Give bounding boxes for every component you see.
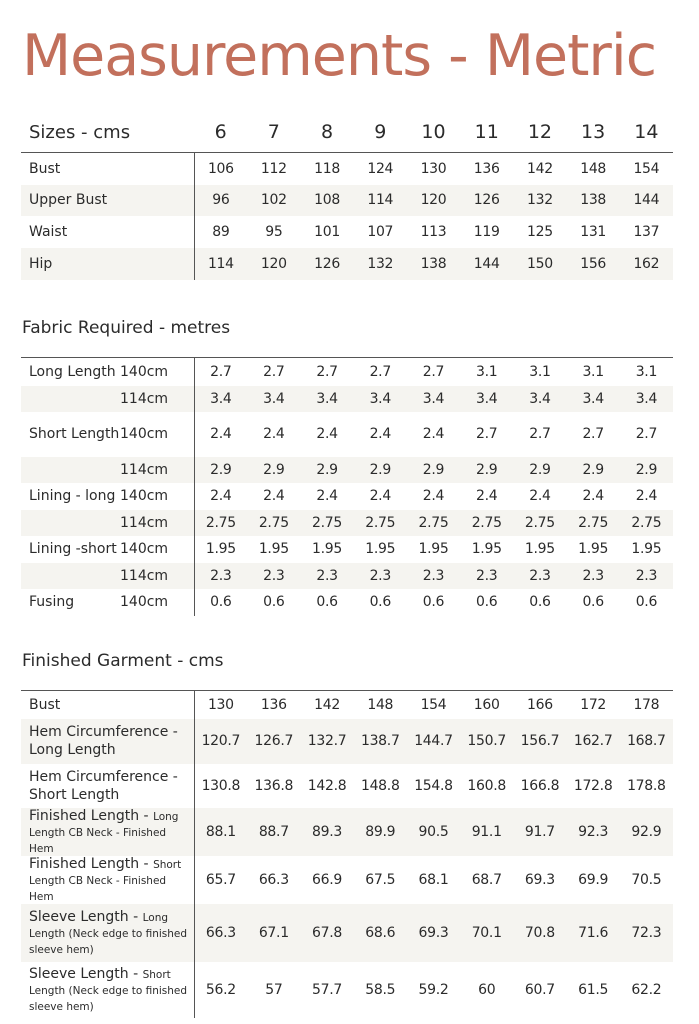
table-cell: 132	[354, 248, 407, 280]
fabric-heading: Fabric Required - metres	[22, 318, 231, 338]
table-row	[21, 808, 673, 856]
row-label: Lining -short	[29, 541, 117, 557]
table-cell: 66.3	[194, 904, 247, 962]
table-cell: 113	[420, 223, 447, 240]
table-cell: 172	[580, 696, 607, 713]
table-cell: 107	[367, 223, 394, 240]
table-cell: 137	[633, 223, 660, 240]
table-cell: 162	[620, 248, 673, 280]
table-cell: 68.6	[354, 904, 407, 962]
table-cell: 114	[194, 248, 247, 280]
table-cell: 142	[527, 160, 553, 177]
table-cell: 2.75	[460, 510, 513, 536]
table-cell: 148	[580, 160, 607, 177]
table-cell: 2.4	[529, 488, 551, 504]
table-row	[21, 386, 673, 412]
fabric-table	[21, 357, 673, 616]
row-label-text: Finished Length -	[29, 855, 149, 872]
table-cell: 144.7	[407, 719, 460, 764]
table-cell: 154.8	[414, 777, 453, 794]
table-cell: 2.3	[460, 563, 513, 589]
table-cell: 70.8	[513, 904, 566, 962]
table-cell: 132	[513, 185, 566, 216]
table-cell: 2.75	[247, 510, 300, 536]
table-cell: 150	[513, 248, 566, 280]
table-cell: 130	[420, 160, 447, 177]
row-label: Upper Bust	[21, 185, 194, 216]
table-cell: 2.4	[369, 426, 391, 442]
row-label-note: Long Length CB Neck - Finished Hem	[29, 810, 179, 855]
row-label-text: Sleeve Length -	[29, 965, 139, 982]
table-cell: 166.8	[520, 777, 560, 794]
table-cell: 2.7	[369, 363, 391, 380]
table-cell: 91.7	[513, 808, 566, 856]
row-label-note: Long Length (Neck edge to finished sleeve hem)	[29, 911, 188, 956]
table-cell: 142	[314, 696, 340, 713]
table-cell: 3.4	[407, 386, 460, 412]
table-cell: 0.6	[263, 594, 285, 610]
table-cell: 2.3	[194, 563, 247, 589]
table-cell: 178	[633, 696, 660, 713]
table-cell: 148.8	[360, 777, 400, 794]
row-label	[21, 691, 194, 719]
table-cell: 1.95	[471, 541, 502, 557]
table-cell: 2.3	[513, 563, 566, 589]
row-label: Waist	[21, 216, 194, 248]
table-cell: 136	[260, 696, 287, 713]
row-label: Hip	[21, 248, 194, 280]
table-cell: 2.4	[316, 426, 338, 442]
table-row	[21, 563, 673, 589]
table-cell: 166	[527, 696, 553, 713]
table-cell: 2.4	[210, 488, 232, 504]
table-row	[21, 764, 673, 808]
size-header: 10	[421, 121, 446, 143]
table-cell: 2.3	[407, 563, 460, 589]
table-row	[21, 248, 673, 280]
table-cell: 118	[314, 160, 340, 177]
table-cell: 61.5	[578, 981, 609, 998]
table-cell: 2.4	[582, 488, 604, 504]
table-cell: 3.4	[620, 386, 673, 412]
table-cell: 69.9	[578, 871, 609, 888]
size-header: 11	[474, 121, 499, 143]
table-row	[21, 536, 673, 563]
table-row	[21, 856, 673, 904]
table-cell: 3.1	[529, 363, 551, 380]
table-cell: 3.4	[247, 386, 300, 412]
sizes-header: Sizes - cms	[29, 121, 131, 143]
row-label	[21, 962, 194, 1018]
table-cell: 1.95	[205, 541, 236, 557]
table-cell: 126.7	[247, 719, 300, 764]
size-header: 6	[214, 121, 227, 143]
table-cell: 2.9	[194, 457, 247, 483]
table-cell: 130.8	[201, 777, 241, 794]
table-cell: 56.2	[205, 981, 236, 998]
table-cell: 2.75	[620, 510, 673, 536]
table-cell: 126	[300, 248, 353, 280]
table-cell: 136	[473, 160, 500, 177]
table-cell: 3.1	[635, 363, 658, 380]
fabric-width: 114cm	[120, 510, 194, 536]
table-cell: 120	[407, 185, 460, 216]
table-cell: 2.3	[567, 563, 620, 589]
table-row	[21, 719, 673, 764]
table-cell: 0.6	[529, 594, 551, 610]
table-cell: 0.6	[635, 594, 658, 610]
table-cell: 66.9	[312, 871, 343, 888]
table-cell: 102	[247, 185, 300, 216]
table-cell: 142.8	[307, 777, 347, 794]
table-cell: 3.4	[460, 386, 513, 412]
table-cell: 160	[473, 696, 500, 713]
table-cell: 2.9	[407, 457, 460, 483]
table-cell: 2.4	[476, 488, 498, 504]
table-cell: 2.7	[263, 363, 285, 380]
table-cell: 59.2	[418, 981, 449, 998]
table-cell: 90.5	[407, 808, 460, 856]
table-cell: 2.75	[194, 510, 247, 536]
table-row	[21, 589, 673, 616]
table-cell: 2.7	[476, 426, 498, 442]
table-cell: 3.4	[354, 386, 407, 412]
table-cell: 92.3	[567, 808, 620, 856]
row-label	[21, 808, 194, 856]
row-label	[21, 904, 194, 962]
table-cell: 124	[367, 160, 394, 177]
fabric-width: 140cm	[120, 536, 194, 563]
table-cell: 2.7	[422, 363, 445, 380]
row-label	[21, 510, 120, 536]
sizes-header-row	[21, 112, 673, 153]
table-cell: 92.9	[620, 808, 673, 856]
fabric-width: 114cm	[120, 386, 194, 412]
table-cell: 156	[567, 248, 620, 280]
table-cell: 168.7	[620, 719, 673, 764]
size-header: 9	[374, 121, 387, 143]
table-cell: 2.4	[263, 488, 285, 504]
table-cell: 138	[407, 248, 460, 280]
table-cell: 2.75	[513, 510, 566, 536]
row-label: Long Length	[29, 363, 116, 380]
table-cell: 0.6	[476, 594, 498, 610]
table-row	[21, 691, 673, 719]
table-cell: 112	[260, 160, 287, 177]
table-cell: 1.95	[365, 541, 396, 557]
row-label	[21, 764, 194, 808]
table-cell: 144	[620, 185, 673, 216]
table-cell: 2.9	[513, 457, 566, 483]
table-cell: 126	[460, 185, 513, 216]
table-cell: 132.7	[300, 719, 353, 764]
table-cell: 2.4	[422, 488, 445, 504]
size-header: 12	[527, 121, 553, 143]
table-cell: 136.8	[254, 777, 294, 794]
table-cell: 144	[460, 248, 513, 280]
page-title: Measurements - Metric	[22, 23, 657, 89]
fabric-width: 140cm	[120, 483, 194, 510]
table-cell: 148	[367, 696, 394, 713]
table-cell: 1.95	[524, 541, 555, 557]
table-cell: 2.7	[529, 426, 551, 442]
table-cell: 2.9	[620, 457, 673, 483]
table-cell: 0.6	[210, 594, 232, 610]
finished-heading: Finished Garment - cms	[22, 651, 224, 671]
size-header: 8	[321, 121, 334, 143]
table-cell: 1.95	[578, 541, 609, 557]
table-cell: 3.4	[194, 386, 247, 412]
table-cell: 125	[527, 223, 553, 240]
table-cell: 2.4	[263, 426, 285, 442]
table-cell: 89.9	[354, 808, 407, 856]
table-cell: 2.4	[422, 426, 445, 442]
table-cell: 131	[580, 223, 607, 240]
table-cell: 88.7	[247, 808, 300, 856]
table-cell: 72.3	[620, 904, 673, 962]
row-label: Lining - long	[29, 488, 116, 504]
table-cell: 120	[247, 248, 300, 280]
table-cell: 65.7	[205, 871, 236, 888]
table-cell: 58.5	[365, 981, 396, 998]
table-cell: 2.9	[567, 457, 620, 483]
size-header: 13	[581, 121, 606, 143]
table-cell: 3.1	[476, 363, 498, 380]
table-cell: 60.7	[524, 981, 555, 998]
table-row	[21, 962, 673, 1018]
row-label	[21, 719, 194, 764]
table-cell: 68.1	[418, 871, 449, 888]
row-label	[21, 457, 120, 483]
table-cell: 154	[633, 160, 660, 177]
table-cell: 120.7	[194, 719, 247, 764]
row-label-text: Hem Circumference - Long Length	[29, 724, 178, 758]
table-cell: 2.9	[354, 457, 407, 483]
size-header: 7	[267, 121, 280, 143]
fabric-width: 140cm	[120, 589, 194, 616]
table-cell: 67.1	[247, 904, 300, 962]
table-cell: 160.8	[467, 777, 506, 794]
table-cell: 2.75	[407, 510, 460, 536]
table-row	[21, 358, 673, 386]
finished-table	[21, 690, 673, 1018]
table-cell: 69.3	[524, 871, 555, 888]
row-label-text: Bust	[29, 696, 61, 713]
table-cell: 0.6	[582, 594, 604, 610]
table-cell: 91.1	[460, 808, 513, 856]
table-cell: 57	[265, 981, 283, 998]
table-cell: 2.75	[300, 510, 353, 536]
table-cell: 3.4	[567, 386, 620, 412]
table-row	[21, 412, 673, 457]
table-cell: 2.3	[354, 563, 407, 589]
table-cell: 172.8	[573, 777, 613, 794]
table-cell: 2.7	[582, 426, 604, 442]
table-cell: 2.4	[635, 488, 658, 504]
table-cell: 89.3	[300, 808, 353, 856]
row-label	[21, 563, 120, 589]
fabric-width: 114cm	[120, 563, 194, 589]
table-cell: 89	[212, 223, 230, 240]
table-cell: 95	[265, 223, 283, 240]
fabric-width: 114cm	[120, 457, 194, 483]
table-cell: 2.9	[460, 457, 513, 483]
table-cell: 60	[478, 981, 496, 998]
table-cell: 2.7	[316, 363, 338, 380]
row-label: Bust	[21, 153, 194, 185]
table-cell: 57.7	[312, 981, 343, 998]
table-row	[21, 153, 673, 185]
table-cell: 2.3	[247, 563, 300, 589]
table-cell: 2.9	[300, 457, 353, 483]
table-cell: 156.7	[513, 719, 566, 764]
row-label: Short Length	[29, 426, 120, 442]
table-cell: 130	[207, 696, 234, 713]
table-cell: 138	[567, 185, 620, 216]
table-cell: 2.3	[300, 563, 353, 589]
table-cell: 2.4	[369, 488, 391, 504]
table-cell: 71.6	[567, 904, 620, 962]
table-cell: 106	[207, 160, 234, 177]
row-label-text: Hem Circumference - Short Length	[29, 768, 178, 803]
table-cell: 1.95	[258, 541, 289, 557]
table-cell: 154	[420, 696, 447, 713]
table-row	[21, 904, 673, 962]
table-cell: 178.8	[627, 777, 666, 794]
table-row	[21, 185, 673, 216]
table-cell: 101	[314, 223, 340, 240]
table-cell: 69.3	[407, 904, 460, 962]
table-cell: 162.7	[567, 719, 620, 764]
table-cell: 96	[194, 185, 247, 216]
row-label-note: Short Length CB Neck - Finished Hem	[29, 858, 182, 903]
table-cell: 2.75	[354, 510, 407, 536]
table-cell: 70.5	[631, 871, 662, 888]
row-label: Fusing	[29, 594, 75, 610]
table-cell: 2.4	[210, 426, 232, 442]
row-label-text: Finished Length -	[29, 807, 149, 824]
table-cell: 70.1	[460, 904, 513, 962]
table-cell: 114	[354, 185, 407, 216]
table-cell: 119	[473, 223, 500, 240]
table-cell: 138.7	[354, 719, 407, 764]
table-cell: 1.95	[312, 541, 343, 557]
table-cell: 2.75	[567, 510, 620, 536]
table-cell: 66.3	[258, 871, 289, 888]
table-cell: 67.8	[300, 904, 353, 962]
table-row	[21, 216, 673, 248]
table-cell: 0.6	[422, 594, 445, 610]
table-cell: 150.7	[460, 719, 513, 764]
fabric-width: 140cm	[120, 358, 194, 386]
table-cell: 0.6	[316, 594, 338, 610]
row-label	[21, 856, 194, 904]
table-cell: 2.4	[316, 488, 338, 504]
table-row	[21, 510, 673, 536]
row-label-text: Sleeve Length -	[29, 908, 139, 925]
table-cell: 2.3	[620, 563, 673, 589]
table-cell: 62.2	[631, 981, 662, 998]
table-cell: 88.1	[194, 808, 247, 856]
table-cell: 2.7	[635, 426, 658, 442]
table-cell: 0.6	[369, 594, 391, 610]
table-row	[21, 483, 673, 510]
table-cell: 2.9	[247, 457, 300, 483]
table-cell: 1.95	[631, 541, 662, 557]
table-row	[21, 457, 673, 483]
table-cell: 68.7	[471, 871, 502, 888]
table-cell: 2.7	[210, 363, 232, 380]
row-label-note: Short Length (Neck edge to finished sleeve hem)	[29, 968, 188, 1013]
table-cell: 3.4	[513, 386, 566, 412]
table-cell: 108	[300, 185, 353, 216]
size-header: 14	[634, 121, 659, 143]
table-cell: 3.4	[300, 386, 353, 412]
table-cell: 67.5	[365, 871, 396, 888]
table-cell: 1.95	[418, 541, 449, 557]
row-label	[21, 386, 120, 412]
table-cell: 3.1	[582, 363, 604, 380]
measurements-table	[21, 112, 673, 280]
fabric-width: 140cm	[120, 412, 194, 457]
